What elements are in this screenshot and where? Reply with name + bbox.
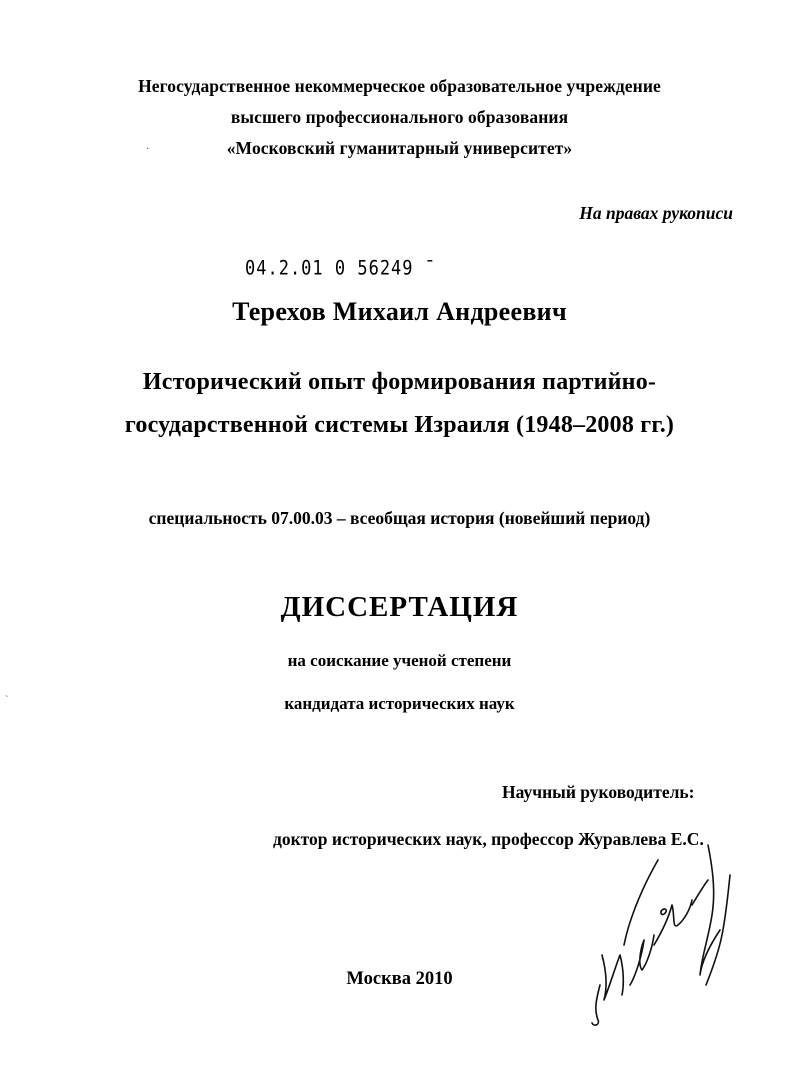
scan-speck: ` [5,695,9,706]
thesis-title-line-1: Исторический опыт формирования партийно- [142,369,657,395]
author-name: Терехов Михаил Андреевич [232,297,567,326]
thesis-title-line-2: государственной системы Израиля (1948–2008 гг.) [124,412,675,438]
city-and-year: Москва 2010 [346,969,453,989]
advisor-label: Научный руководитель: [502,782,695,802]
manuscript-rights-note: На правах рукописи [579,203,733,223]
document-type-heading: ДИССЕРТАЦИЯ [280,591,519,623]
degree-line-1: на соискание ученой степени [287,651,512,670]
scan-speck: · [146,144,150,155]
institution-line-2: высшего профессионального образования [230,107,569,127]
advisor-name: доктор исторических наук, профессор Журавлева Е.С. [273,829,704,849]
institution-line-1: Негосударственное некоммерческое образовательное учреждение [138,76,661,96]
registration-number: 04.2.01 0 56249 ˉ [245,257,436,280]
institution-line-3: «Московский гуманитарный университет» [226,138,573,158]
handwritten-signature [580,835,740,1030]
specialty: специальность 07.00.03 – всеобщая история (новейший период) [148,508,651,528]
degree-line-2: кандидата исторических наук [284,694,515,713]
